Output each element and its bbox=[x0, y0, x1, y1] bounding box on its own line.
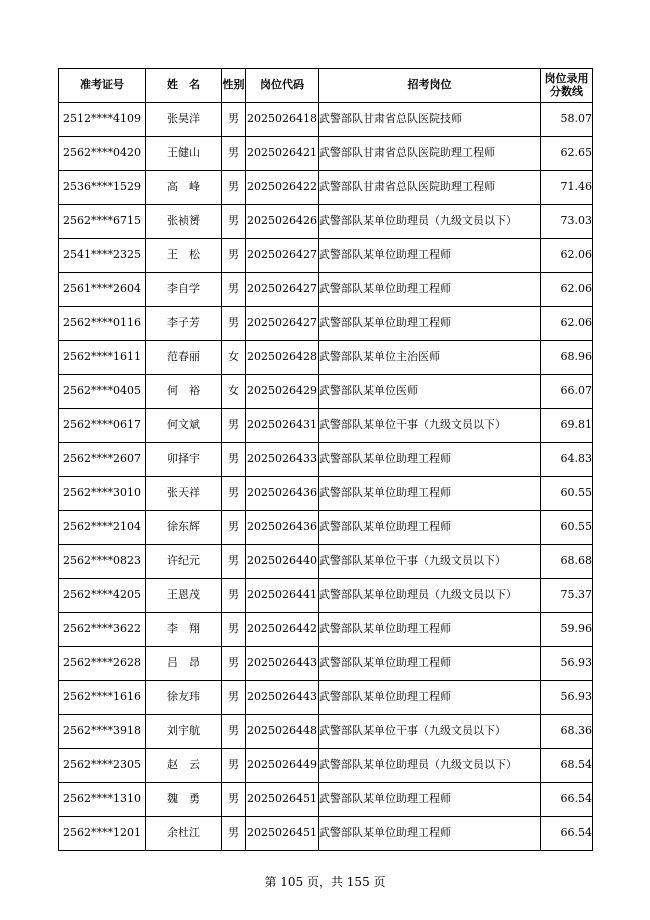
table-row bbox=[59, 409, 593, 443]
cell-post-code: 2025026443 bbox=[246, 647, 319, 681]
cell-post-code: 2025026428 bbox=[246, 341, 319, 375]
cell-post-name: 武警部队某单位干事（九级文员以下） bbox=[319, 409, 541, 443]
table-row bbox=[59, 545, 593, 579]
cell-post-name: 武警部队某单位助理工程师 bbox=[319, 239, 541, 273]
cell-exam-id: 2562****1611 bbox=[59, 341, 146, 375]
cell-score: 58.07 bbox=[541, 103, 593, 137]
table-row bbox=[59, 477, 593, 511]
cell-post-name: 武警部队某单位助理工程师 bbox=[319, 511, 541, 545]
cell-sex: 男 bbox=[222, 409, 246, 443]
cell-name: 何 裕 bbox=[146, 375, 222, 409]
cell-exam-id: 2562****0617 bbox=[59, 409, 146, 443]
cell-post-name: 武警部队某单位助理工程师 bbox=[319, 443, 541, 477]
cell-name: 徐东辉 bbox=[146, 511, 222, 545]
cell-exam-id: 2562****0823 bbox=[59, 545, 146, 579]
cell-post-name: 武警部队某单位助理工程师 bbox=[319, 273, 541, 307]
cell-name: 赵 云 bbox=[146, 749, 222, 783]
cell-exam-id: 2512****4109 bbox=[59, 103, 146, 137]
cell-exam-id: 2562****4205 bbox=[59, 579, 146, 613]
cell-score: 66.07 bbox=[541, 375, 593, 409]
cell-post-code: 2025026449 bbox=[246, 749, 319, 783]
cell-post-name: 武警部队甘肃省总队医院技师 bbox=[319, 103, 541, 137]
cell-score: 60.55 bbox=[541, 477, 593, 511]
table-row bbox=[59, 273, 593, 307]
table-row bbox=[59, 579, 593, 613]
cell-exam-id: 2562****1201 bbox=[59, 817, 146, 851]
cell-sex: 男 bbox=[222, 579, 246, 613]
table-row bbox=[59, 613, 593, 647]
table-row bbox=[59, 341, 593, 375]
cell-post-code: 2025026451 bbox=[246, 817, 319, 851]
cell-score: 59.96 bbox=[541, 613, 593, 647]
table-row bbox=[59, 375, 593, 409]
cell-exam-id: 2562****0116 bbox=[59, 307, 146, 341]
cell-sex: 男 bbox=[222, 171, 246, 205]
cell-name: 高 峰 bbox=[146, 171, 222, 205]
cell-post-code: 2025026421 bbox=[246, 137, 319, 171]
cell-post-code: 2025026427 bbox=[246, 239, 319, 273]
table-header-row bbox=[59, 69, 593, 103]
table-row bbox=[59, 817, 593, 851]
cell-sex: 男 bbox=[222, 783, 246, 817]
cell-name: 何文斌 bbox=[146, 409, 222, 443]
table-row bbox=[59, 239, 593, 273]
cell-post-code: 2025026427 bbox=[246, 307, 319, 341]
cell-sex: 男 bbox=[222, 681, 246, 715]
cell-name: 许纪元 bbox=[146, 545, 222, 579]
admission-score-table bbox=[58, 68, 593, 851]
cell-name: 张昊洋 bbox=[146, 103, 222, 137]
cell-post-code: 2025026436 bbox=[246, 511, 319, 545]
table-row bbox=[59, 681, 593, 715]
cell-sex: 男 bbox=[222, 239, 246, 273]
header-sex: 性别 bbox=[222, 69, 246, 103]
cell-score: 68.36 bbox=[541, 715, 593, 749]
cell-post-name: 武警部队某单位助理工程师 bbox=[319, 681, 541, 715]
header-exam-id: 准考证号 bbox=[59, 69, 146, 103]
cell-score: 68.68 bbox=[541, 545, 593, 579]
cell-exam-id: 2562****3010 bbox=[59, 477, 146, 511]
cell-post-code: 2025026436 bbox=[246, 477, 319, 511]
cell-exam-id: 2541****2325 bbox=[59, 239, 146, 273]
table-row bbox=[59, 307, 593, 341]
cell-score: 71.46 bbox=[541, 171, 593, 205]
cell-exam-id: 2562****2305 bbox=[59, 749, 146, 783]
cell-score: 62.06 bbox=[541, 273, 593, 307]
table-row bbox=[59, 137, 593, 171]
cell-score: 66.54 bbox=[541, 817, 593, 851]
cell-sex: 女 bbox=[222, 341, 246, 375]
cell-name: 王 松 bbox=[146, 239, 222, 273]
header-post-code: 岗位代码 bbox=[246, 69, 319, 103]
cell-post-code: 2025026448 bbox=[246, 715, 319, 749]
cell-post-name: 武警部队某单位助理工程师 bbox=[319, 647, 541, 681]
cell-post-name: 武警部队某单位助理工程师 bbox=[319, 477, 541, 511]
cell-name: 卯择宇 bbox=[146, 443, 222, 477]
cell-score: 75.37 bbox=[541, 579, 593, 613]
header-name: 姓 名 bbox=[146, 69, 222, 103]
cell-name: 王恩茂 bbox=[146, 579, 222, 613]
cell-post-name: 武警部队某单位助理工程师 bbox=[319, 783, 541, 817]
cell-post-code: 2025026433 bbox=[246, 443, 319, 477]
cell-score: 69.81 bbox=[541, 409, 593, 443]
cell-post-code: 2025026443 bbox=[246, 681, 319, 715]
cell-sex: 男 bbox=[222, 307, 246, 341]
table-row bbox=[59, 647, 593, 681]
cell-sex: 男 bbox=[222, 205, 246, 239]
cell-exam-id: 2561****2604 bbox=[59, 273, 146, 307]
cell-score: 64.83 bbox=[541, 443, 593, 477]
cell-post-name: 武警部队某单位助理员（九级文员以下） bbox=[319, 579, 541, 613]
cell-score: 73.03 bbox=[541, 205, 593, 239]
cell-name: 张祯赟 bbox=[146, 205, 222, 239]
cell-score: 66.54 bbox=[541, 783, 593, 817]
cell-name: 吕 昂 bbox=[146, 647, 222, 681]
cell-exam-id: 2562****0405 bbox=[59, 375, 146, 409]
cell-post-code: 2025026418 bbox=[246, 103, 319, 137]
cell-exam-id: 2562****2104 bbox=[59, 511, 146, 545]
cell-post-code: 2025026440 bbox=[246, 545, 319, 579]
table-row bbox=[59, 205, 593, 239]
cell-sex: 男 bbox=[222, 511, 246, 545]
cell-exam-id: 2562****1616 bbox=[59, 681, 146, 715]
table-row bbox=[59, 783, 593, 817]
cell-post-name: 武警部队某单位助理工程师 bbox=[319, 817, 541, 851]
cell-exam-id: 2562****2628 bbox=[59, 647, 146, 681]
header-post-name: 招考岗位 bbox=[319, 69, 541, 103]
cell-score: 62.06 bbox=[541, 307, 593, 341]
cell-exam-id: 2562****0420 bbox=[59, 137, 146, 171]
table-row bbox=[59, 715, 593, 749]
cell-post-code: 2025026429 bbox=[246, 375, 319, 409]
cell-name: 魏 勇 bbox=[146, 783, 222, 817]
table-row bbox=[59, 511, 593, 545]
cell-post-name: 武警部队某单位助理员（九级文员以下） bbox=[319, 749, 541, 783]
cell-score: 56.93 bbox=[541, 681, 593, 715]
cell-post-code: 2025026427 bbox=[246, 273, 319, 307]
cell-exam-id: 2562****1310 bbox=[59, 783, 146, 817]
header-score: 岗位录用分数线 bbox=[541, 69, 593, 103]
cell-sex: 男 bbox=[222, 613, 246, 647]
table-row bbox=[59, 749, 593, 783]
cell-score: 56.93 bbox=[541, 647, 593, 681]
cell-post-code: 2025026451 bbox=[246, 783, 319, 817]
cell-exam-id: 2536****1529 bbox=[59, 171, 146, 205]
cell-exam-id: 2562****6715 bbox=[59, 205, 146, 239]
table-row bbox=[59, 103, 593, 137]
cell-name: 刘宇航 bbox=[146, 715, 222, 749]
cell-score: 62.06 bbox=[541, 239, 593, 273]
cell-sex: 男 bbox=[222, 273, 246, 307]
cell-exam-id: 2562****2607 bbox=[59, 443, 146, 477]
page-footer: 第 105 页，共 155 页 bbox=[264, 875, 386, 889]
cell-score: 68.96 bbox=[541, 341, 593, 375]
table-body bbox=[59, 103, 593, 851]
cell-post-name: 武警部队某单位干事（九级文员以下） bbox=[319, 545, 541, 579]
cell-score: 60.55 bbox=[541, 511, 593, 545]
cell-name: 张天祥 bbox=[146, 477, 222, 511]
cell-post-name: 武警部队甘肃省总队医院助理工程师 bbox=[319, 171, 541, 205]
cell-post-name: 武警部队某单位干事（九级文员以下） bbox=[319, 715, 541, 749]
cell-sex: 女 bbox=[222, 375, 246, 409]
cell-post-code: 2025026426 bbox=[246, 205, 319, 239]
table-row bbox=[59, 171, 593, 205]
cell-post-name: 武警部队某单位助理工程师 bbox=[319, 307, 541, 341]
cell-name: 徐友玮 bbox=[146, 681, 222, 715]
cell-score: 68.54 bbox=[541, 749, 593, 783]
cell-name: 李 翔 bbox=[146, 613, 222, 647]
cell-post-name: 武警部队某单位助理员（九级文员以下） bbox=[319, 205, 541, 239]
cell-sex: 男 bbox=[222, 545, 246, 579]
cell-name: 余杜江 bbox=[146, 817, 222, 851]
cell-post-name: 武警部队甘肃省总队医院助理工程师 bbox=[319, 137, 541, 171]
cell-sex: 男 bbox=[222, 715, 246, 749]
cell-post-code: 2025026422 bbox=[246, 171, 319, 205]
cell-sex: 男 bbox=[222, 443, 246, 477]
cell-name: 范春丽 bbox=[146, 341, 222, 375]
table-row bbox=[59, 443, 593, 477]
cell-sex: 男 bbox=[222, 477, 246, 511]
cell-score: 62.65 bbox=[541, 137, 593, 171]
cell-post-name: 武警部队某单位医师 bbox=[319, 375, 541, 409]
cell-post-code: 2025026442 bbox=[246, 613, 319, 647]
cell-sex: 男 bbox=[222, 137, 246, 171]
cell-sex: 男 bbox=[222, 647, 246, 681]
cell-sex: 男 bbox=[222, 749, 246, 783]
cell-sex: 男 bbox=[222, 103, 246, 137]
cell-post-code: 2025026431 bbox=[246, 409, 319, 443]
cell-name: 王健山 bbox=[146, 137, 222, 171]
cell-exam-id: 2562****3622 bbox=[59, 613, 146, 647]
cell-name: 李自学 bbox=[146, 273, 222, 307]
cell-sex: 男 bbox=[222, 817, 246, 851]
cell-post-code: 2025026441 bbox=[246, 579, 319, 613]
cell-exam-id: 2562****3918 bbox=[59, 715, 146, 749]
cell-post-name: 武警部队某单位助理工程师 bbox=[319, 613, 541, 647]
cell-post-name: 武警部队某单位主治医师 bbox=[319, 341, 541, 375]
cell-name: 李子芳 bbox=[146, 307, 222, 341]
